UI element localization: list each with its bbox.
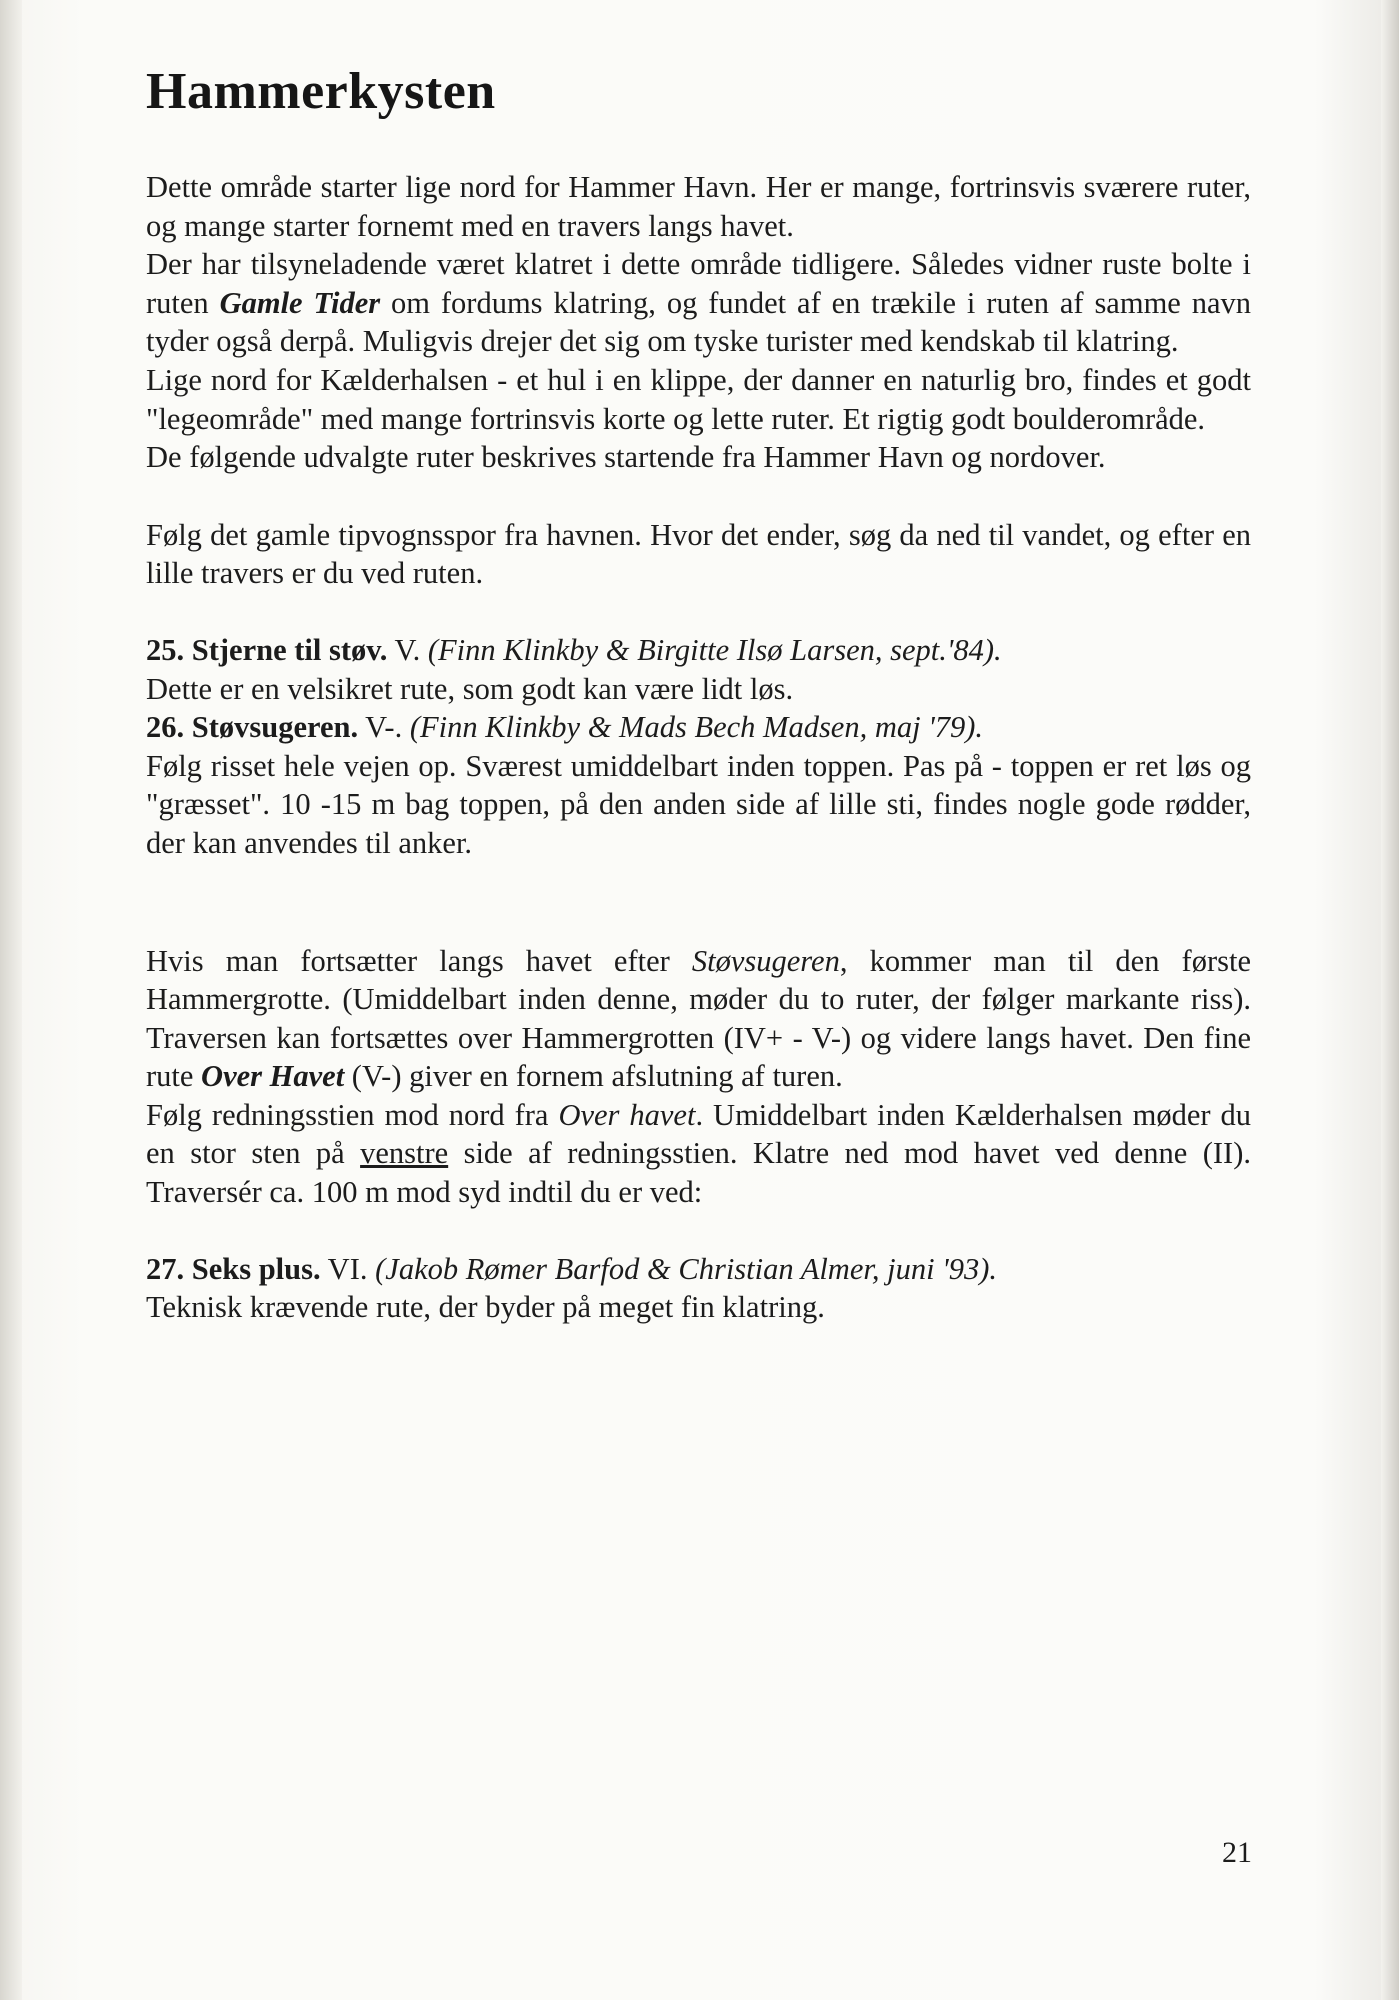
intro-paragraph-4: De følgende udvalgte ruter beskrives startende fra Hammer Havn og nordover.	[146, 440, 1106, 475]
page-title: Hammerkysten	[146, 63, 496, 120]
underlined-word: venstre	[360, 1136, 449, 1171]
route-27-name: 27. Seks plus.	[146, 1251, 321, 1286]
route-name-over-havet-2: Over havet	[558, 1097, 696, 1132]
route-26-credit: (Finn Klinkby & Mads Bech Madsen, maj '79).	[409, 710, 984, 745]
page-edge-shadow	[1381, 0, 1399, 2000]
s2-p1-text-a: Hvis man fortsætter langs havet efter	[146, 943, 692, 978]
s2-p2-text-a: Følg redningsstien mod nord fra	[146, 1097, 559, 1132]
route-name-over-havet: Over Havet	[201, 1059, 345, 1094]
spacer	[146, 1212, 1251, 1250]
route-25-name: 25. Stjerne til støv.	[146, 632, 388, 667]
intro-paragraph-1: Dette område starter lige nord for Hammer Havn. Her er mange, fortrinsvis sværere ruter, og mange starter fornemt med en travers langs havet.	[146, 170, 1251, 243]
route-25-description: Dette er en velsikret rute, som godt kan være lidt løs.	[146, 671, 794, 706]
section2-paragraph-2	[146, 1096, 1251, 1212]
route-27-grade: VI.	[320, 1251, 376, 1286]
route-27-description: Teknisk krævende rute, der byder på meget fin klatring.	[146, 1290, 825, 1325]
spacer	[146, 477, 1251, 516]
route-name-stovsugeren: Støvsugeren	[691, 943, 840, 978]
s2-p1-text-b: , kommer man til den første Hammergrotte. (Umiddelbart inden denne, møder du to ruter, der følger markante riss). Traversen kan fortsættes over Hammergrotten (IV+ - V-) og videre langs havet. Den fine rute	[146, 943, 1251, 1094]
spacer	[146, 593, 1251, 631]
intro-p2-text-b: om fordums klatring, og fundet af en trækile i ruten af samme navn tyder også derpå. Muligvis drejer det sig om tyske turister med kendskab til klatring.	[146, 285, 1252, 359]
route-27-credit: (Jakob Rømer Barfod & Christian Almer, juni '93).	[375, 1251, 997, 1286]
page-gutter-shadow	[0, 0, 22, 2000]
intro-paragraph-2	[146, 245, 1251, 361]
route-name-gamle-tider: Gamle Tider	[219, 285, 381, 320]
page-number: 21	[1222, 1836, 1252, 1869]
s2-p1-text-c: (V-) giver en fornem afslutning af turen.	[344, 1059, 843, 1094]
s2-p2-text-c: side af redningsstien. Klatre ned mod havet ved denne (II). Traversér ca. 100 m mod syd indtil du er ved:	[146, 1136, 1251, 1210]
page-body	[146, 168, 1251, 1327]
intro-p2-text-a: Der har tilsyneladende været klatret i dette område tidligere. Således vidner ruste bolte i ruten	[146, 247, 1251, 320]
route-26-heading	[146, 708, 1251, 747]
route-26-description: Følg risset hele vejen op. Sværest umiddelbart inden toppen. Pas på - toppen er ret løs og "græsset". 10 -15 m bag toppen, på den anden side af lille sti, findes nogle gode rødder, der kan anvendes til anker.	[146, 748, 1251, 860]
route-25-grade: V.	[387, 632, 428, 667]
route-26-grade: V-.	[358, 710, 410, 745]
intro-paragraph-3: Lige nord for Kælderhalsen - et hul i en klippe, der danner en naturlig bro, findes et godt "legeområde" med mange fortrinsvis korte og lette ruter. Et rigtig godt boulderområde.	[146, 362, 1251, 436]
route-25-heading	[146, 631, 1251, 670]
approach-paragraph: Følg det gamle tipvognsspor fra havnen. Hvor det ender, søg da ned til vandet, og efter en lille travers er du ved ruten.	[146, 517, 1251, 591]
route-25-credit: (Finn Klinkby & Birgitte Ilsø Larsen, sept.'84).	[427, 632, 1002, 667]
section2-paragraph-1	[146, 942, 1251, 1096]
route-26-name: 26. Støvsugeren.	[146, 710, 359, 745]
spacer	[146, 863, 1251, 942]
s2-p2-text-b: . Umiddelbart inden Kælderhalsen møder du en stor sten på	[146, 1097, 1251, 1171]
route-27-heading	[146, 1250, 1251, 1289]
